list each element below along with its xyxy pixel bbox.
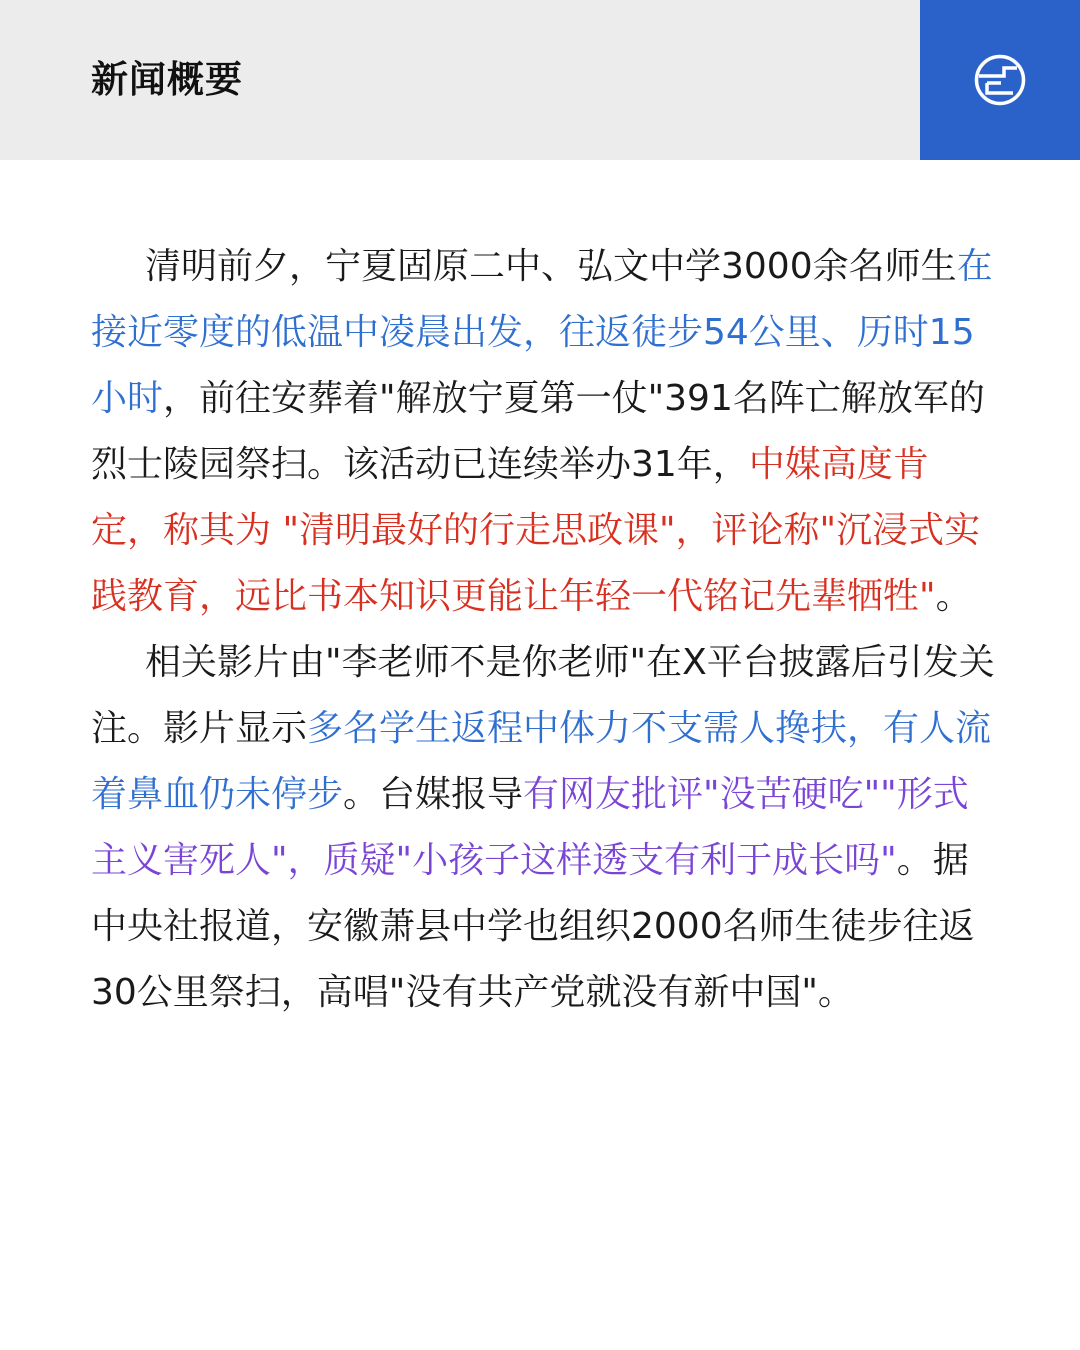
paragraph-1-context: ，前往安葬着"解放宁夏第一仗"391名阵亡解放军的烈士陵园祭扫。该活动已连续举办31年， xyxy=(91,378,985,485)
paragraph-2-end: 。据中央社报道，安徽萧县中学也组织2000名师生徒步往返30公里祭扫，高唱"没有共产党就没有新中国"。 xyxy=(91,840,975,1013)
paragraph-1 xyxy=(91,234,996,630)
article-body xyxy=(91,234,996,1026)
globe-logo-icon xyxy=(973,53,1027,107)
logo-badge xyxy=(920,0,1080,160)
paragraph-2 xyxy=(91,630,996,1026)
highlight-purple-criticism: 有网友批评"没苦硬吃""形式主义害死人"，质疑"小孩子这样透支有利于成长吗" xyxy=(91,774,969,881)
paragraph-1-intro: 清明前夕，宁夏固原二中、弘文中学3000余名师生 xyxy=(145,246,957,287)
paragraph-2-intro: 相关影片由"李老师不是你老师"在X平台披露后引发关注。影片显示 xyxy=(91,642,995,749)
paragraph-1-end: 。 xyxy=(935,576,972,617)
paragraph-2-mid: 。台媒报导 xyxy=(343,774,524,815)
highlight-blue-march: 在接近零度的低温中凌晨出发，往返徒步54公里、历时15小时 xyxy=(91,246,993,419)
highlight-red-praise: 中媒高度肯定，称其为 "清明最好的行走思政课"，评论称"沉浸式实践教育，远比书本知识更能让年轻一代铭记先辈牺牲" xyxy=(91,444,981,617)
header-bar xyxy=(0,0,920,160)
page-title: 新闻概要 xyxy=(91,58,243,101)
highlight-blue-students: 多名学生返程中体力不支需人搀扶，有人流着鼻血仍未停步 xyxy=(91,708,992,815)
